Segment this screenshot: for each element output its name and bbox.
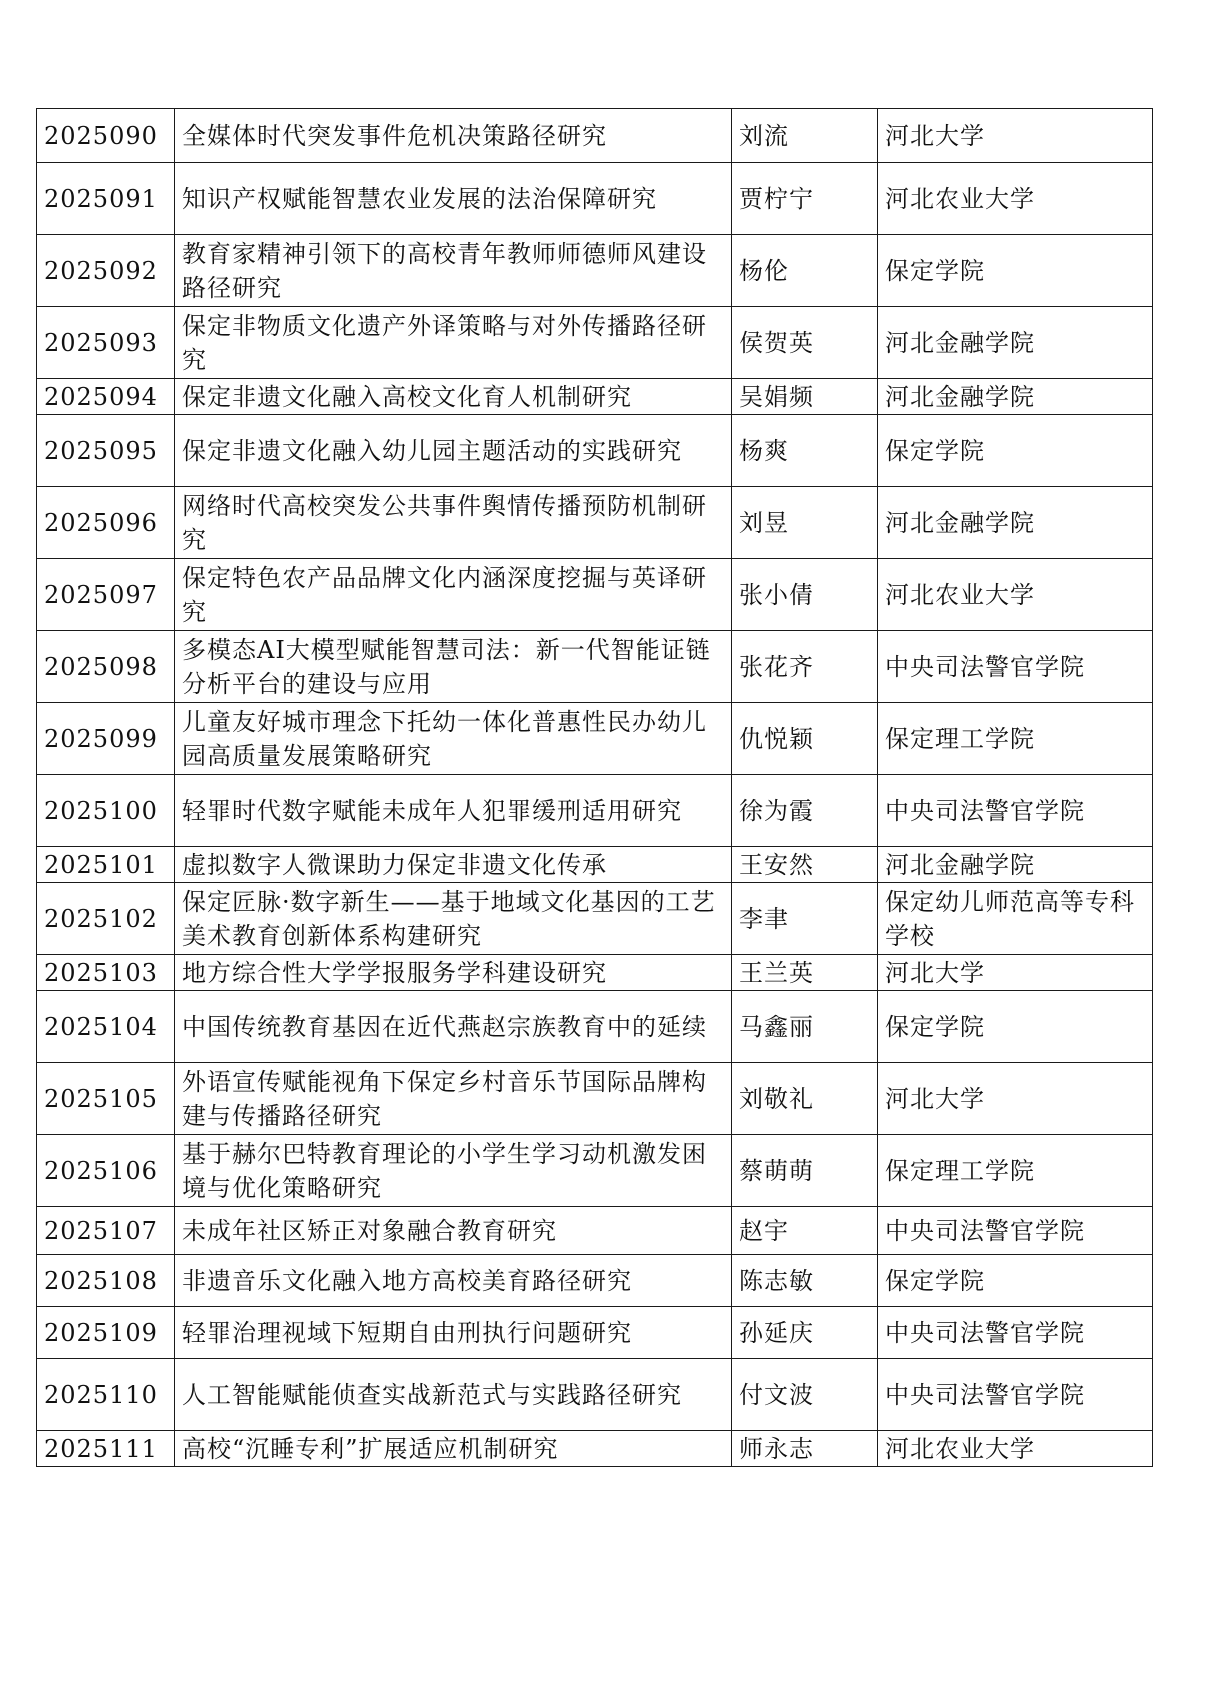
project-institution-cell: 中央司法警官学院 bbox=[878, 1359, 1153, 1431]
project-institution-cell: 河北金融学院 bbox=[878, 487, 1153, 559]
project-title-cell: 外语宣传赋能视角下保定乡村音乐节国际品牌构建与传播路径研究 bbox=[175, 1063, 732, 1135]
table-row bbox=[37, 775, 1153, 847]
table-row bbox=[37, 307, 1153, 379]
project-author-cell: 师永志 bbox=[732, 1431, 878, 1467]
project-id-cell: 2025100 bbox=[37, 775, 175, 847]
project-institution-cell: 中央司法警官学院 bbox=[878, 1207, 1153, 1255]
project-id-cell: 2025094 bbox=[37, 379, 175, 415]
project-institution-cell: 河北大学 bbox=[878, 109, 1153, 163]
project-author-cell: 徐为霞 bbox=[732, 775, 878, 847]
project-id-cell: 2025096 bbox=[37, 487, 175, 559]
project-author-cell: 蔡萌萌 bbox=[732, 1135, 878, 1207]
project-author-cell: 仇悦颖 bbox=[732, 703, 878, 775]
project-author-cell: 杨伦 bbox=[732, 235, 878, 307]
project-title-cell: 教育家精神引领下的高校青年教师师德师风建设路径研究 bbox=[175, 235, 732, 307]
project-id-cell: 2025107 bbox=[37, 1207, 175, 1255]
project-title-cell: 网络时代高校突发公共事件舆情传播预防机制研究 bbox=[175, 487, 732, 559]
project-id-cell: 2025111 bbox=[37, 1431, 175, 1467]
project-id-cell: 2025101 bbox=[37, 847, 175, 883]
table-row bbox=[37, 109, 1153, 163]
project-institution-cell: 保定理工学院 bbox=[878, 1135, 1153, 1207]
project-table bbox=[36, 108, 1153, 1467]
project-title-cell: 中国传统教育基因在近代燕赵宗族教育中的延续 bbox=[175, 991, 732, 1063]
project-title-cell: 人工智能赋能侦查实战新范式与实践路径研究 bbox=[175, 1359, 732, 1431]
table-row bbox=[37, 631, 1153, 703]
project-title-cell: 非遗音乐文化融入地方高校美育路径研究 bbox=[175, 1255, 732, 1307]
project-table-body bbox=[37, 109, 1153, 1467]
project-author-cell: 马鑫丽 bbox=[732, 991, 878, 1063]
table-row bbox=[37, 1063, 1153, 1135]
project-title-cell: 保定匠脉·数字新生——基于地域文化基因的工艺美术教育创新体系构建研究 bbox=[175, 883, 732, 955]
project-author-cell: 贾柠宁 bbox=[732, 163, 878, 235]
table-row bbox=[37, 991, 1153, 1063]
project-institution-cell: 保定学院 bbox=[878, 991, 1153, 1063]
project-institution-cell: 河北农业大学 bbox=[878, 163, 1153, 235]
table-row bbox=[37, 1431, 1153, 1467]
project-author-cell: 张花齐 bbox=[732, 631, 878, 703]
table-row bbox=[37, 883, 1153, 955]
project-author-cell: 王安然 bbox=[732, 847, 878, 883]
project-author-cell: 杨爽 bbox=[732, 415, 878, 487]
project-id-cell: 2025102 bbox=[37, 883, 175, 955]
project-author-cell: 吴娟频 bbox=[732, 379, 878, 415]
project-id-cell: 2025106 bbox=[37, 1135, 175, 1207]
project-institution-cell: 保定理工学院 bbox=[878, 703, 1153, 775]
project-institution-cell: 保定学院 bbox=[878, 415, 1153, 487]
project-institution-cell: 河北大学 bbox=[878, 955, 1153, 991]
table-row bbox=[37, 955, 1153, 991]
project-title-cell: 轻罪治理视域下短期自由刑执行问题研究 bbox=[175, 1307, 732, 1359]
project-author-cell: 孙延庆 bbox=[732, 1307, 878, 1359]
project-id-cell: 2025098 bbox=[37, 631, 175, 703]
table-row bbox=[37, 847, 1153, 883]
table-row bbox=[37, 1207, 1153, 1255]
project-title-cell: 轻罪时代数字赋能未成年人犯罪缓刑适用研究 bbox=[175, 775, 732, 847]
table-row bbox=[37, 703, 1153, 775]
project-author-cell: 侯贺英 bbox=[732, 307, 878, 379]
project-id-cell: 2025095 bbox=[37, 415, 175, 487]
project-id-cell: 2025108 bbox=[37, 1255, 175, 1307]
project-title-cell: 保定特色农产品品牌文化内涵深度挖掘与英译研究 bbox=[175, 559, 732, 631]
project-institution-cell: 河北金融学院 bbox=[878, 847, 1153, 883]
project-id-cell: 2025099 bbox=[37, 703, 175, 775]
project-title-cell: 全媒体时代突发事件危机决策路径研究 bbox=[175, 109, 732, 163]
project-id-cell: 2025092 bbox=[37, 235, 175, 307]
project-id-cell: 2025103 bbox=[37, 955, 175, 991]
project-title-cell: 高校“沉睡专利”扩展适应机制研究 bbox=[175, 1431, 732, 1467]
project-institution-cell: 河北金融学院 bbox=[878, 307, 1153, 379]
project-institution-cell: 河北金融学院 bbox=[878, 379, 1153, 415]
project-id-cell: 2025090 bbox=[37, 109, 175, 163]
project-title-cell: 保定非遗文化融入幼儿园主题活动的实践研究 bbox=[175, 415, 732, 487]
project-title-cell: 知识产权赋能智慧农业发展的法治保障研究 bbox=[175, 163, 732, 235]
project-title-cell: 基于赫尔巴特教育理论的小学生学习动机激发困境与优化策略研究 bbox=[175, 1135, 732, 1207]
table-row bbox=[37, 1255, 1153, 1307]
project-institution-cell: 河北农业大学 bbox=[878, 559, 1153, 631]
project-title-cell: 未成年社区矫正对象融合教育研究 bbox=[175, 1207, 732, 1255]
table-row bbox=[37, 235, 1153, 307]
project-institution-cell: 中央司法警官学院 bbox=[878, 775, 1153, 847]
project-title-cell: 多模态AI大模型赋能智慧司法：新一代智能证链分析平台的建设与应用 bbox=[175, 631, 732, 703]
table-row bbox=[37, 559, 1153, 631]
table-row bbox=[37, 1307, 1153, 1359]
project-title-cell: 保定非遗文化融入高校文化育人机制研究 bbox=[175, 379, 732, 415]
project-title-cell: 虚拟数字人微课助力保定非遗文化传承 bbox=[175, 847, 732, 883]
project-institution-cell: 中央司法警官学院 bbox=[878, 1307, 1153, 1359]
project-id-cell: 2025110 bbox=[37, 1359, 175, 1431]
project-author-cell: 刘敬礼 bbox=[732, 1063, 878, 1135]
project-id-cell: 2025093 bbox=[37, 307, 175, 379]
project-author-cell: 刘昱 bbox=[732, 487, 878, 559]
table-row bbox=[37, 1135, 1153, 1207]
project-institution-cell: 河北农业大学 bbox=[878, 1431, 1153, 1467]
table-row bbox=[37, 415, 1153, 487]
table-row bbox=[37, 163, 1153, 235]
project-id-cell: 2025105 bbox=[37, 1063, 175, 1135]
project-author-cell: 赵宇 bbox=[732, 1207, 878, 1255]
project-institution-cell: 中央司法警官学院 bbox=[878, 631, 1153, 703]
project-author-cell: 刘流 bbox=[732, 109, 878, 163]
project-id-cell: 2025097 bbox=[37, 559, 175, 631]
project-institution-cell: 保定学院 bbox=[878, 235, 1153, 307]
project-institution-cell: 河北大学 bbox=[878, 1063, 1153, 1135]
project-title-cell: 儿童友好城市理念下托幼一体化普惠性民办幼儿园高质量发展策略研究 bbox=[175, 703, 732, 775]
table-row bbox=[37, 379, 1153, 415]
project-author-cell: 张小倩 bbox=[732, 559, 878, 631]
project-institution-cell: 保定学院 bbox=[878, 1255, 1153, 1307]
project-author-cell: 王兰英 bbox=[732, 955, 878, 991]
project-author-cell: 陈志敏 bbox=[732, 1255, 878, 1307]
project-author-cell: 李聿 bbox=[732, 883, 878, 955]
table-row bbox=[37, 487, 1153, 559]
table-row bbox=[37, 1359, 1153, 1431]
project-id-cell: 2025109 bbox=[37, 1307, 175, 1359]
project-title-cell: 地方综合性大学学报服务学科建设研究 bbox=[175, 955, 732, 991]
project-title-cell: 保定非物质文化遗产外译策略与对外传播路径研究 bbox=[175, 307, 732, 379]
project-id-cell: 2025104 bbox=[37, 991, 175, 1063]
project-author-cell: 付文波 bbox=[732, 1359, 878, 1431]
project-institution-cell: 保定幼儿师范高等专科学校 bbox=[878, 883, 1153, 955]
project-id-cell: 2025091 bbox=[37, 163, 175, 235]
